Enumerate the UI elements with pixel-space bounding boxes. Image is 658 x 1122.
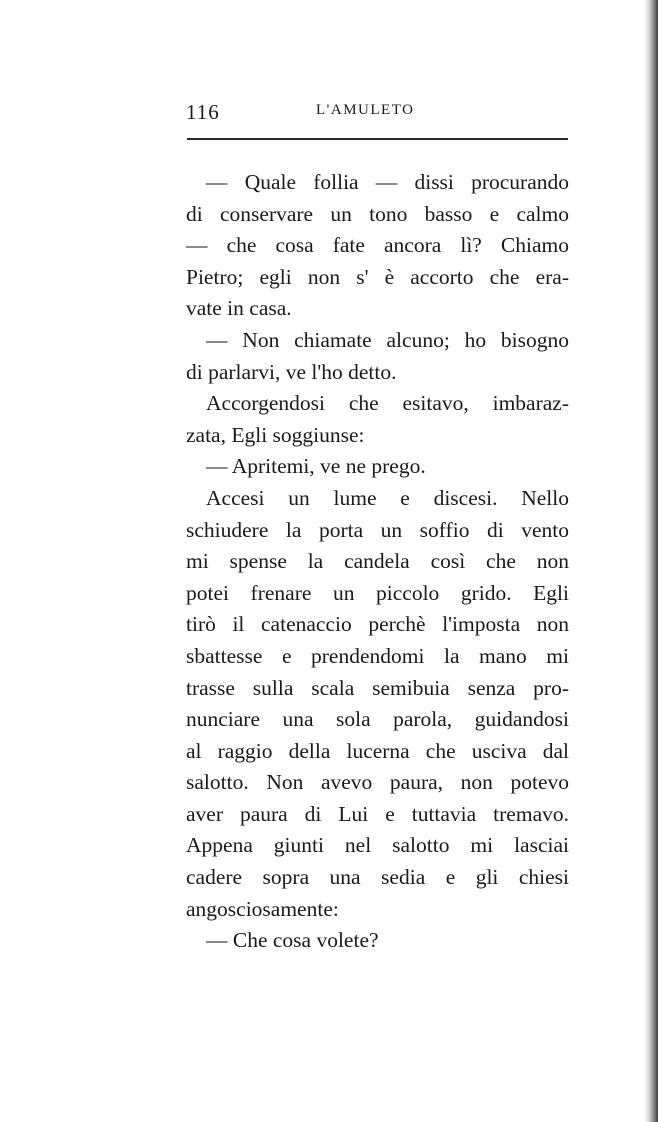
running-title: L'AMULETO xyxy=(316,102,415,118)
text-line: aver paura di Lui e tuttavia tremavo. xyxy=(186,801,569,826)
text-line: salotto. Non avevo paura, non potevo xyxy=(186,770,569,795)
text-line: nunciare una sola parola, guidandosi xyxy=(186,707,569,732)
text-line: Pietro; egli non s' è accorto che era- xyxy=(186,264,569,289)
text-line: — Non chiamate alcuno; ho bisogno xyxy=(206,327,569,352)
text-line: schiudere la porta un soffio di vento xyxy=(186,517,569,542)
text-line: — Quale follia — dissi procurando xyxy=(206,170,569,194)
text-line: angosciosamente: xyxy=(186,896,339,921)
text-line: — Che cosa volete? xyxy=(206,928,379,953)
text-line: Accesi un lume e discesi. Nello xyxy=(206,485,569,510)
text-line: trasse sulla scala semibuia senza pro- xyxy=(186,675,569,700)
text-line: zata, Egli soggiunse: xyxy=(186,422,365,447)
text-line: potei frenare un piccolo grido. Egli xyxy=(186,580,569,605)
text-line: — che cosa fate ancora lì? Chiamo xyxy=(186,233,569,258)
header-rule xyxy=(187,138,568,140)
text-line: sbattesse e prendendomi la mano mi xyxy=(186,643,569,668)
text-line: al raggio della lucerna che usciva dal xyxy=(186,738,569,763)
text-line: cadere sopra una sedia e gli chiesi xyxy=(186,865,569,890)
text-line: mi spense la candela così che non xyxy=(186,549,569,574)
text-line: vate in casa. xyxy=(186,296,292,321)
page-edge-shadow xyxy=(644,0,658,1122)
text-line: Appena giunti nel salotto mi lasciai xyxy=(186,833,569,858)
text-line: Accorgendosi che esitavo, imbaraz- xyxy=(206,391,569,416)
page-number: 116 xyxy=(186,100,220,124)
text-line: di conservare un tono basso e calmo xyxy=(186,201,569,226)
text-line: di parlarvi, ve l'ho detto. xyxy=(186,359,397,384)
text-line: — Apritemi, ve ne prego. xyxy=(206,454,426,479)
body-text xyxy=(186,167,569,957)
text-line: tirò il catenaccio perchè l'imposta non xyxy=(186,612,569,637)
